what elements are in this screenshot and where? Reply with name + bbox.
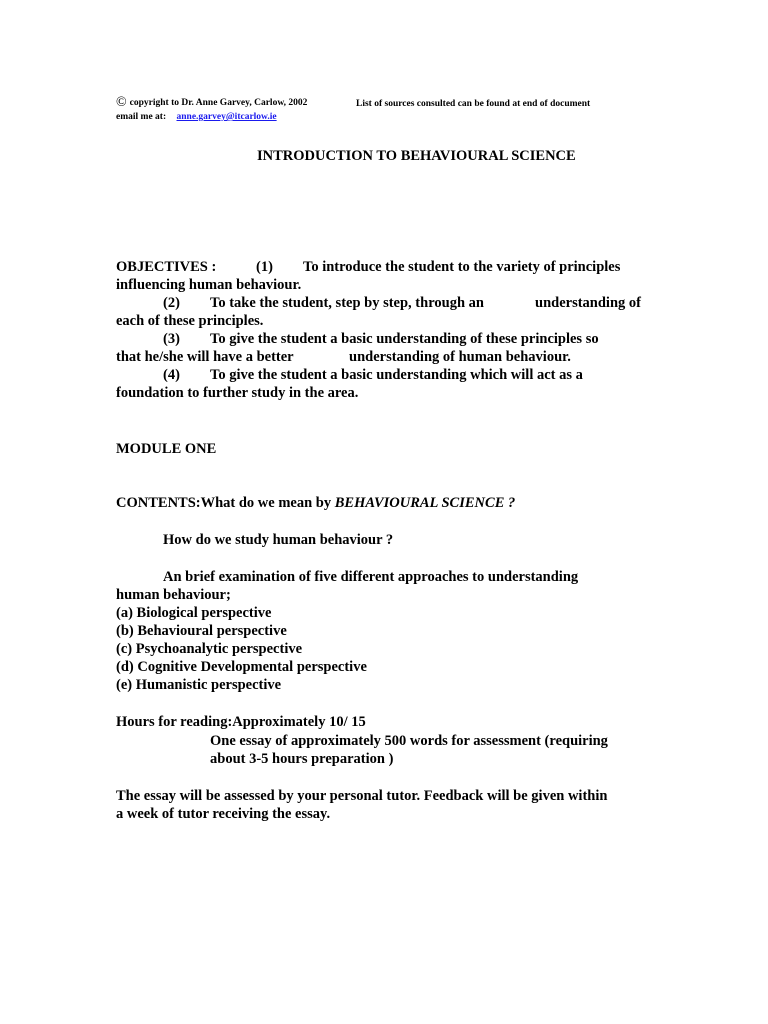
copyright-line — [116, 97, 307, 109]
objective-3-line-2 — [116, 348, 571, 366]
list-item: (d) Cognitive Developmental perspective — [116, 659, 367, 675]
contents-emphasis: BEHAVIOURAL SCIENCE ? — [334, 495, 516, 511]
study-question: How do we study human behaviour ? — [163, 532, 394, 548]
essay-line-cont: about 3-5 hours preparation ) — [210, 751, 394, 767]
list-item: (a) Biological perspective — [116, 605, 272, 621]
list-item: (c) Psychoanalytic perspective — [116, 641, 303, 657]
essay-line: One essay of approximately 500 words for assessment (requiring — [210, 733, 608, 749]
objective-4-line — [163, 366, 583, 384]
sources-note: List of sources consulted can be found at end of document — [356, 99, 591, 109]
objective-4-text: To give the student a basic understanding which will act as a — [210, 367, 583, 383]
objectives-line-1 — [116, 258, 621, 276]
assessment-line-cont: a week of tutor receiving the essay. — [116, 806, 331, 822]
objective-1-text-cont: influencing human behaviour. — [116, 277, 302, 293]
email-link[interactable]: anne.garvey@itcarlow.ie — [176, 112, 277, 122]
objective-3-num: (3) — [163, 331, 180, 347]
copyright-text: copyright to Dr. Anne Garvey, Carlow, 2002 — [129, 98, 308, 108]
objective-4-num: (4) — [163, 367, 180, 383]
copyright-symbol: © — [116, 95, 127, 110]
objective-2-text-b: understanding of — [535, 295, 641, 311]
objective-3-text-cont-b: understanding of human behaviour. — [349, 349, 571, 365]
objective-3-text-cont-a: that he/she will have a better — [116, 349, 294, 365]
page-title: INTRODUCTION TO BEHAVIOURAL SCIENCE — [257, 148, 576, 164]
objectives-label: OBJECTIVES : — [116, 259, 217, 275]
objective-4-text-cont: foundation to further study in the area. — [116, 385, 359, 401]
contents-label: CONTENTS:What do we mean by — [116, 495, 332, 511]
objective-2-text: To take the student, step by step, through an — [210, 295, 484, 311]
module-heading: MODULE ONE — [116, 441, 217, 457]
objective-2-text-cont: each of these principles. — [116, 313, 264, 329]
contents-line — [116, 494, 515, 512]
assessment-line: The essay will be assessed by your personal tutor. Feedback will be given within — [116, 788, 608, 804]
approaches-intro: An brief examination of five different approaches to understanding — [163, 569, 579, 585]
objective-2-num: (2) — [163, 295, 180, 311]
objective-2-line — [163, 294, 641, 312]
objective-1-num: (1) — [256, 259, 273, 275]
list-item: (e) Humanistic perspective — [116, 677, 282, 693]
list-item: (b) Behavioural perspective — [116, 623, 287, 639]
objective-1-text: To introduce the student to the variety of principles — [303, 259, 621, 275]
email-line — [116, 111, 277, 123]
objective-3-text: To give the student a basic understanding of these principles so — [210, 331, 599, 347]
objective-3-line — [163, 330, 599, 348]
email-label: email me at: — [116, 112, 167, 122]
approaches-intro-cont: human behaviour; — [116, 587, 231, 603]
hours-line: Hours for reading:Approximately 10/ 15 — [116, 714, 366, 730]
